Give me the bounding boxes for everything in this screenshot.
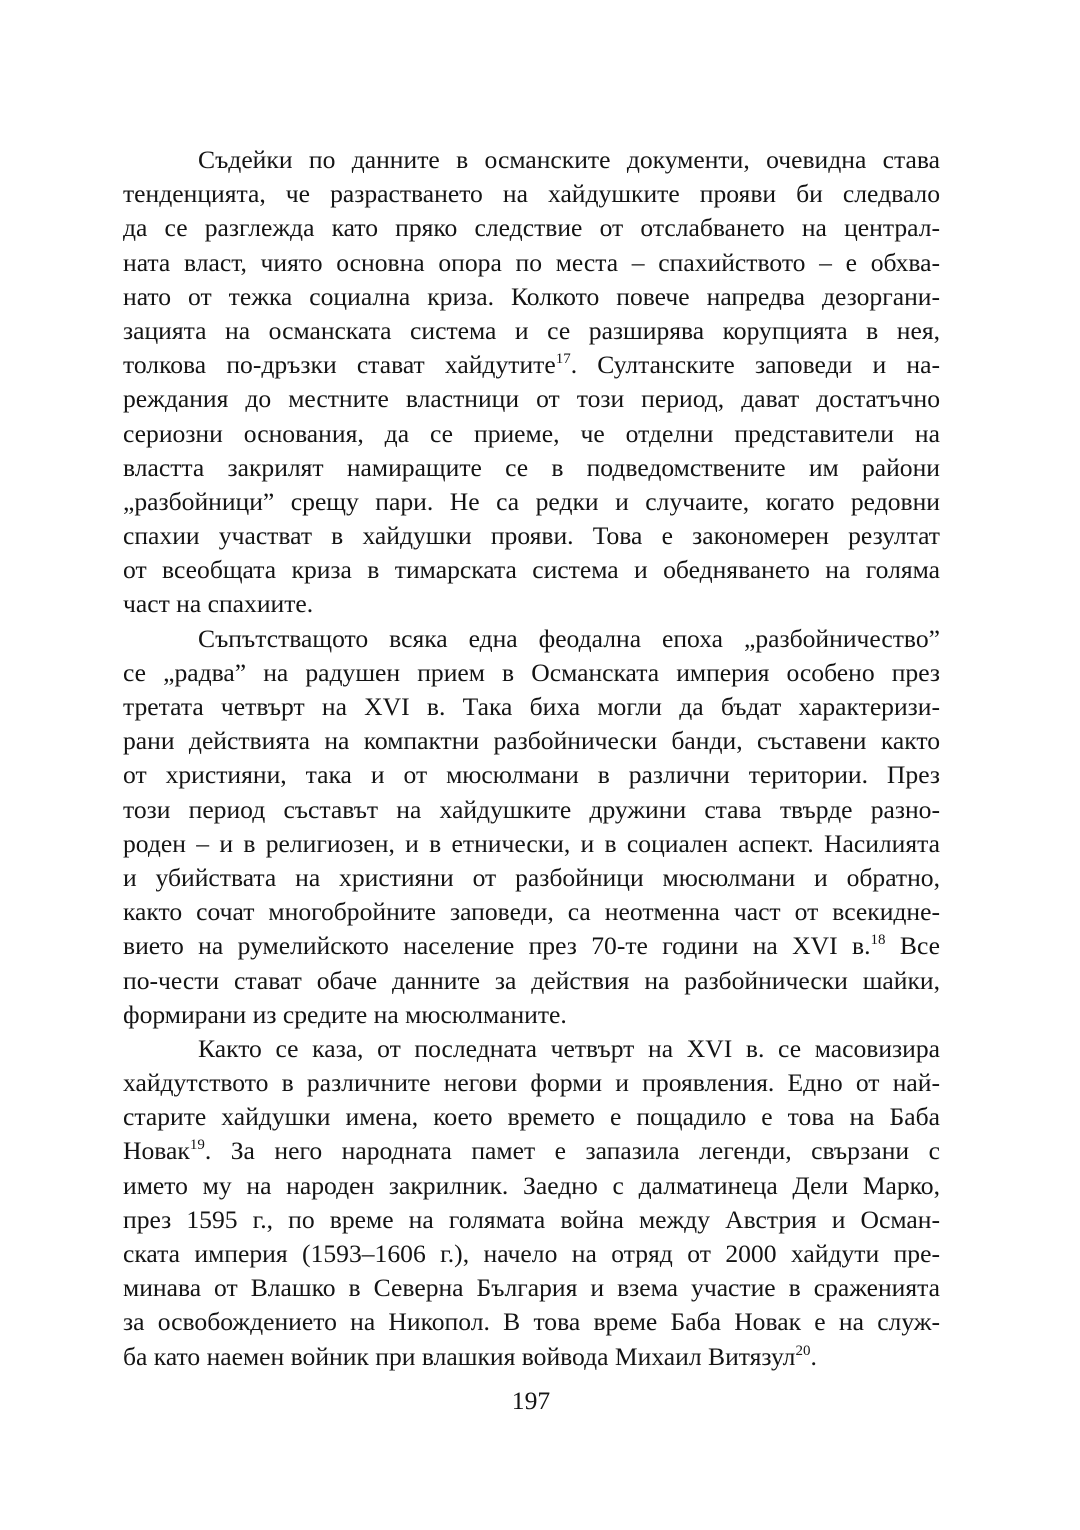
text-line: този период съставът на хайдушките дружини става твърде разно- bbox=[123, 794, 940, 824]
text-line: и убийствата на християни от разбойници мюсюлмани и обратно, bbox=[123, 862, 940, 892]
text-line: третата четвърт на XVI в. Така биха могли да бъдат характеризи- bbox=[123, 692, 940, 721]
text-line: ба като наемен войник при влашкия войвода Михаил Витязул$^{20}$. bbox=[123, 1341, 817, 1371]
paragraph bbox=[123, 1032, 940, 1374]
text-line: сериозни основания, да се приеме, че отделни представители на bbox=[123, 418, 940, 448]
text-line: Съпътстващото всяка една феодална епоха „разбойничество” bbox=[198, 623, 940, 653]
paragraph bbox=[123, 143, 940, 622]
text-line: роден – и в религиозен, и в етнически, и в социален аспект. Насилията bbox=[123, 828, 940, 858]
text-line: рани действията на компактни разбойнически банди, съставени както bbox=[123, 726, 940, 756]
text-line: минава от Влашко в Северна България и взема участие в сраженията bbox=[123, 1273, 940, 1303]
text-line: от християни, така и от мюсюлмани в различни територии. През bbox=[123, 760, 940, 790]
text-line: за освобождението на Никопол. В това време Баба Новак е на служ- bbox=[123, 1307, 940, 1337]
text-line: тенденцията, че разрастването на хайдушките прояви би следвало bbox=[123, 179, 940, 209]
text-line: реждания до местните властници от този период, дават достатъчно bbox=[123, 384, 940, 414]
text-line: ната власт, чиято основна опора по места – спахийството – е обхва- bbox=[123, 247, 940, 277]
text-line: формирани из средите на мюсюлманите. bbox=[123, 999, 567, 1029]
text-line: ската империя (1593–1606 г.), начело на отряд от 2000 хайдути пре- bbox=[123, 1239, 940, 1268]
footnote-ref: 17 bbox=[555, 351, 571, 368]
text-line: Съдейки по данните в османските документи, очевидна става bbox=[198, 145, 940, 174]
text-line: да се разглежда като пряко следствие от отслабването на централ- bbox=[123, 213, 940, 243]
text-line: от всеобщата криза в тимарската система и обедняването на голяма bbox=[123, 555, 940, 585]
text-line: се „радва” на радушен прием в Османската империя особено през bbox=[123, 657, 940, 687]
text-line: спахии участват в хайдушки прояви. Това е закономерен резултат bbox=[123, 521, 940, 551]
text-line: част на спахиите. bbox=[123, 589, 314, 619]
text-line: толкова по-дръзки стават хайдутите$^{17}$. Султанските заповеди и на- bbox=[123, 350, 940, 380]
footnote-ref: 19 bbox=[189, 1137, 205, 1154]
text-line: името му на народен закрилник. Заедно с далматинеца Дели Марко, bbox=[123, 1170, 940, 1200]
text-line: вието на румелийското население през 70-те години на XVI в.$^{18}$ Все bbox=[123, 931, 940, 961]
text-line: нато от тежка социална криза. Колкото повече напредва дезоргани- bbox=[123, 281, 940, 311]
text-line: „разбойници” срещу пари. Не са редки и случаите, когато редовни bbox=[123, 486, 940, 516]
footnote-ref: 20 bbox=[795, 1342, 811, 1359]
text-line: както сочат многобройните заповеди, са неотменна част от всекидне- bbox=[123, 897, 940, 927]
text-line: по-чести стават обаче данните за действия на разбойнически шайки, bbox=[123, 965, 940, 995]
body-text bbox=[123, 143, 940, 1374]
text-line: властта закрилят намиращите се в подведомствените им райони bbox=[123, 452, 940, 482]
paragraph bbox=[123, 622, 940, 1032]
text-line: зацията на османската система и се разширява корупцията в нея, bbox=[123, 315, 940, 345]
text-line: през 1595 г., по време на голямата война между Австрия и Осман- bbox=[123, 1204, 940, 1234]
text-line: старите хайдушки имена, което времето е пощадило е това на Баба bbox=[123, 1102, 940, 1132]
text-line: Както се каза, от последната четвърт на XVI в. се масовизира bbox=[198, 1033, 940, 1063]
text-line: хайдутството в различните негови форми и проявления. Едно от най- bbox=[123, 1068, 940, 1098]
page-number: 197 bbox=[511, 1386, 551, 1415]
text-line: Новак$^{19}$. За него народната памет е запазила легенди, свързани с bbox=[123, 1136, 940, 1166]
footnote-ref: 18 bbox=[870, 932, 886, 949]
